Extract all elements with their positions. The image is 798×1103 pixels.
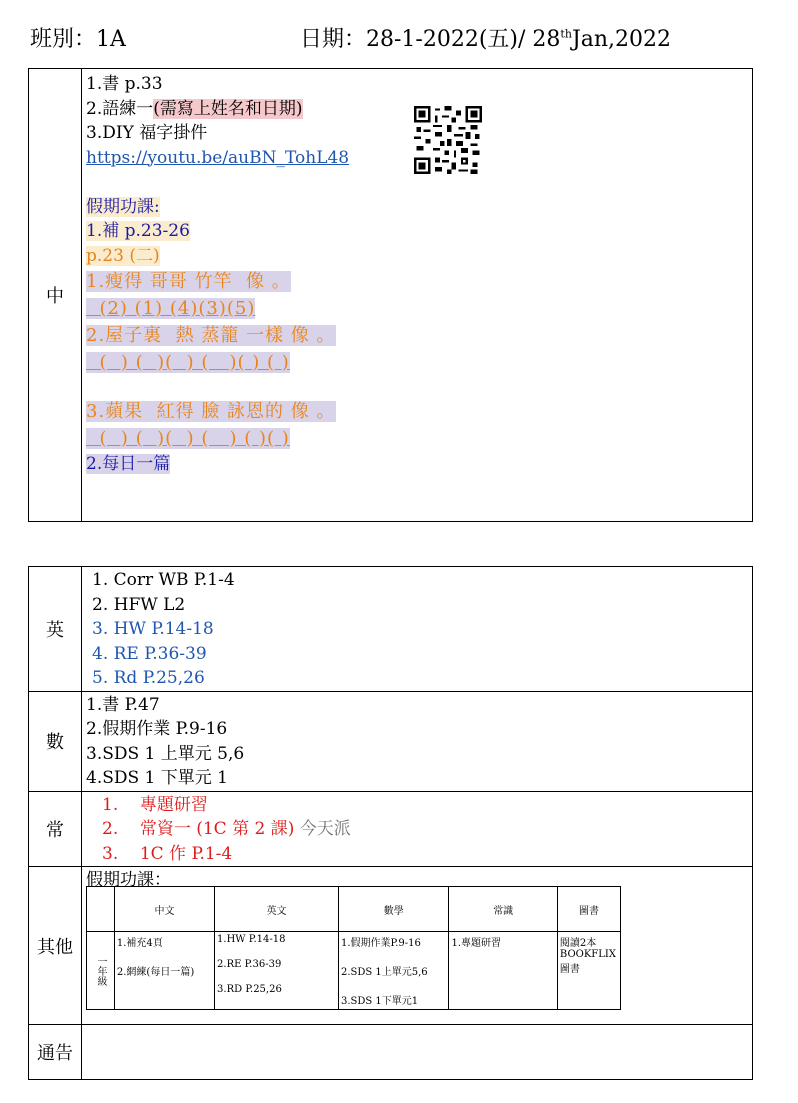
subject-chinese: 中 xyxy=(29,69,82,522)
gs-content xyxy=(82,791,753,867)
en-item-3: 3. HW P.14-18 xyxy=(92,619,214,639)
math-item-3: 3.SDS 1 上單元 5,6 xyxy=(86,743,245,764)
en-item-5: 5. Rd P.25,26 xyxy=(92,668,205,688)
youtube-link[interactable]: https://youtu.be/auBN_TohL48 xyxy=(86,147,350,168)
math-content xyxy=(82,691,753,791)
cn-line-1: 1.書 p.33 xyxy=(86,74,163,94)
sentence-1: 1.瘦得 哥哥 竹竿 像 。 xyxy=(86,271,291,292)
cell-math: 1.假期作業P.9-16 2.SDS 1上單元5,6 3.SDS 1下單元1 xyxy=(338,932,449,1010)
chinese-homework-table xyxy=(28,68,753,522)
gs-item-1: 1. 專題研習 xyxy=(102,794,208,815)
holiday-item-1: 1.補 p.23-26 xyxy=(86,221,190,241)
en-item-2: 2. HFW L2 xyxy=(92,594,186,615)
cell-english: 1.HW P.14-18 2.RE P.36-39 3.RD P.25,26 xyxy=(215,932,339,1010)
gs-item-3: 3. 1C 作 P.1-4 xyxy=(102,843,233,864)
en-item-4: 4. RE P.36-39 xyxy=(92,643,207,664)
class-label: 班別：1A xyxy=(30,27,126,52)
cell-chinese: 1.補充4頁 2.網練(每日一篇) xyxy=(114,932,214,1010)
others-holiday-title: 假期功課： xyxy=(86,870,171,890)
subject-notice: 通告 xyxy=(29,1025,82,1080)
holiday-item-2: 2.每日一篇 xyxy=(86,454,171,474)
subject-english: 英 xyxy=(29,567,82,692)
cell-library: 閱讀2本 BOOKFLIX 圖書 xyxy=(557,932,620,1010)
notice-content xyxy=(82,1025,753,1080)
subject-math: 數 xyxy=(29,691,82,791)
sentence-3-answer: ( ) ( )( ) ( ) ( )( ) xyxy=(86,428,290,449)
date-label: 日期：28-1-2022(五)/ 28thJan,2022 xyxy=(300,27,672,52)
math-item-4: 4.SDS 1 下單元 1 xyxy=(86,768,228,788)
p23-label: p.23 (二) xyxy=(86,245,160,266)
sentence-1-answer: (2) (1) (4)(3)(5) xyxy=(86,298,256,319)
qr-code-icon xyxy=(414,106,482,174)
holiday-homework-table xyxy=(86,886,621,1010)
col-library: 圖書 xyxy=(557,887,620,932)
sentence-2: 2.屋子裏 熱 蒸籠 一樣 像 。 xyxy=(86,325,336,346)
col-gs: 常識 xyxy=(449,887,557,932)
sentence-3: 3.蘋果 紅得 臉 詠恩的 像 。 xyxy=(86,401,336,422)
cell-gs: 1.專題研習 xyxy=(449,932,557,1010)
subject-others: 其他 xyxy=(29,867,82,1025)
gs-item-2: 2. 常資一 (1C 第 2 課) 今天派 xyxy=(102,819,351,839)
english-content xyxy=(82,567,753,692)
grade-cell: 一年級 xyxy=(87,932,115,1010)
cn-line-3: 3.DIY 福字掛件 xyxy=(86,123,208,143)
col-chinese: 中文 xyxy=(114,887,214,932)
math-item-2: 2.假期作業 P.9-16 xyxy=(86,719,228,739)
subject-gs: 常 xyxy=(29,791,82,867)
col-math: 數學 xyxy=(338,887,449,932)
col-english: 英文 xyxy=(215,887,339,932)
holiday-title: 假期功課: xyxy=(86,196,160,217)
sentence-2-answer: ( ) ( )( ) ( )( ) ( ) xyxy=(86,352,290,373)
en-item-1: 1. Corr WB P.1-4 xyxy=(92,570,235,590)
cn-line-2: 2.語練一(需寫上姓名和日期) xyxy=(86,98,303,119)
math-item-1: 1.書 P.47 xyxy=(86,694,160,715)
